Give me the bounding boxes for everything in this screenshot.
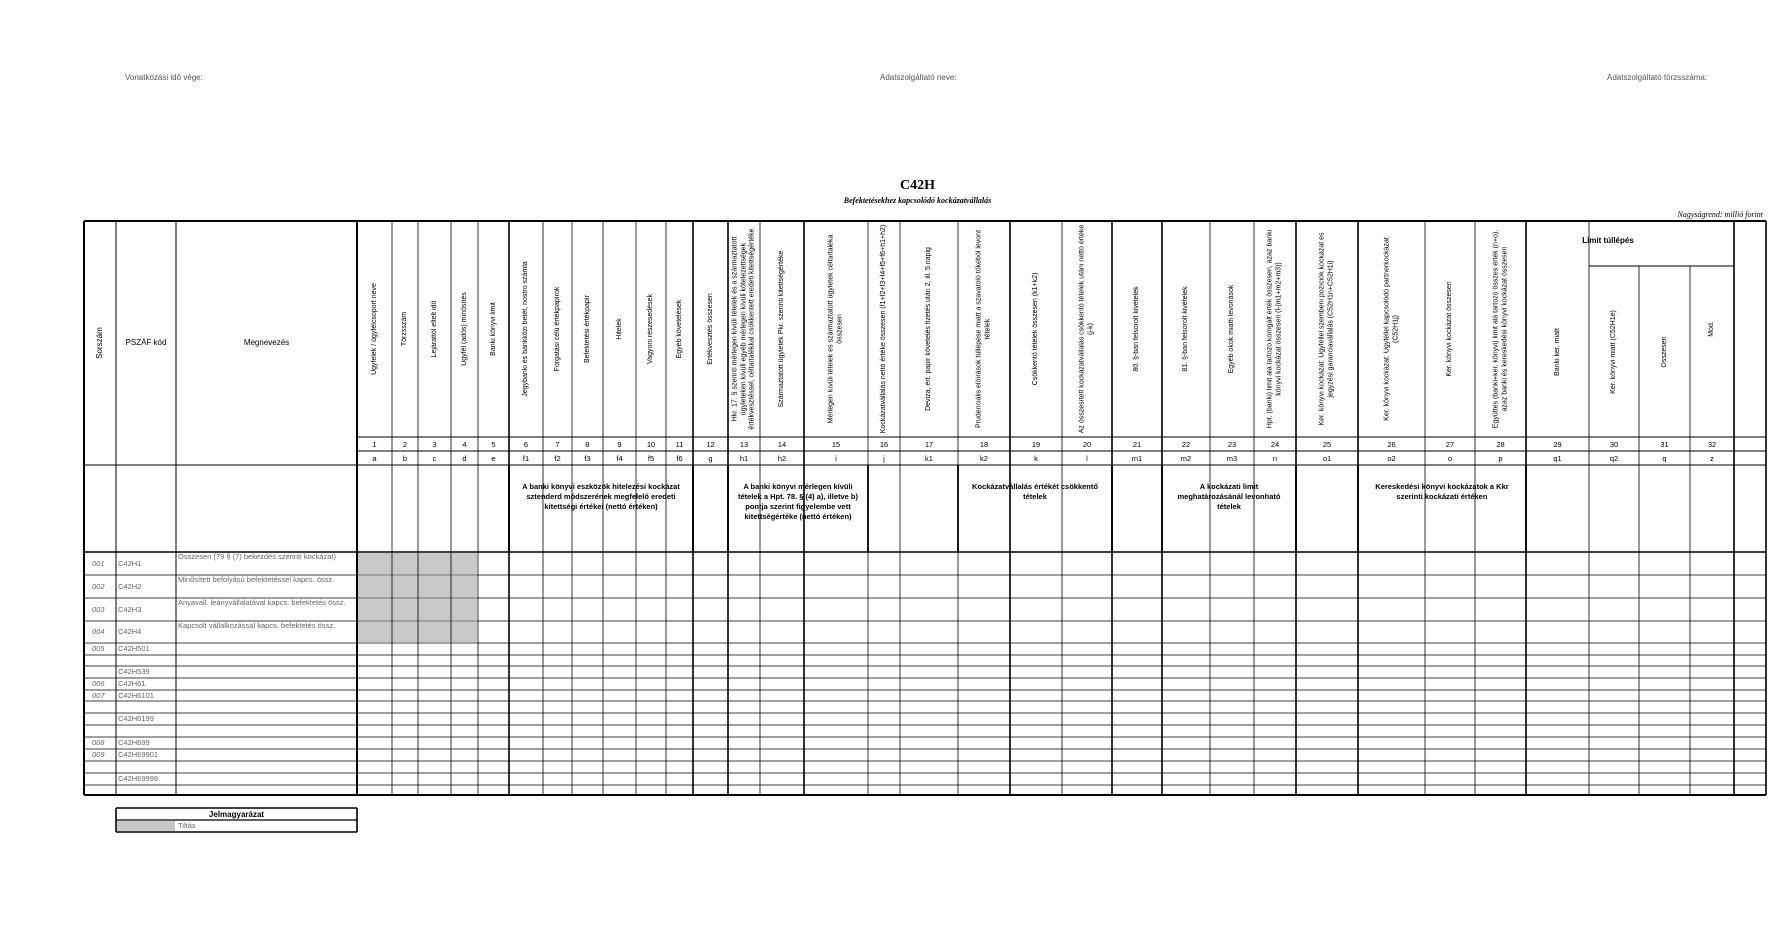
row-name [178, 762, 355, 772]
row-number: 005 [92, 645, 105, 653]
row-number: 004 [92, 628, 105, 636]
column-header: Ügyfelek / ügyfélcsoport neve [370, 283, 378, 375]
column-number: 15 [831, 440, 841, 449]
column-code: o [1447, 454, 1453, 463]
row-code: C42H61 [118, 680, 146, 688]
column-code: q1 [1553, 454, 1562, 463]
column-header: Deviza, ért. papír követelés fizetés után 2, ill. 5 napig [924, 247, 932, 411]
header-pszaf-code: PSZÁF kód [125, 338, 167, 347]
row-code: C42H69901 [118, 751, 159, 759]
column-header: Vagyoni részesedések [646, 294, 654, 364]
column-code: b [402, 454, 408, 463]
row-name [178, 738, 355, 748]
column-header: Hpt. (banki) limit alá tartozó korrigált érték összesen, azaz banki könyvi kockázat összesen (l-(m1+m2+m3)) [1266, 229, 1282, 429]
column-code: n [1272, 454, 1278, 463]
column-header: Hitelek [615, 318, 623, 340]
column-header: 81. §-ban felsorolt kivételek [1181, 286, 1189, 372]
row-number: 006 [92, 680, 105, 688]
row-code: C42H6101 [118, 691, 154, 700]
row-name [178, 726, 355, 736]
row-name [178, 667, 355, 677]
column-header: Prudenciális előírások túllépése miatt a szavatoló tőkéből levont tételek [975, 229, 991, 429]
legend-item: Tiltás [178, 822, 196, 830]
column-header: Származtatott ügyletek Pkr. szerinti kitettségértéke [777, 250, 785, 408]
row-number: 001 [92, 559, 105, 568]
column-header: Egyéb követelések [675, 299, 683, 359]
row-name: Anyavall. leányvállalatával kapcs. befektetés össz. [178, 599, 346, 607]
column-number: 21 [1132, 440, 1142, 449]
column-header: Összesen [1660, 335, 1668, 368]
row-name: Összesen (79 § (7) bekezdés szerinti kockázat) [178, 553, 336, 561]
column-code: i [835, 454, 837, 463]
column-header: Mérlegen kívüli tételek és származtatott ügyletek céltartaléka összesen [827, 234, 843, 424]
row-number: 002 [92, 582, 105, 591]
column-header: Ker. könyvi kockázat összesen [1445, 281, 1453, 377]
row-code: C42H699 [118, 739, 150, 747]
row-code: C42H6199 [118, 715, 154, 723]
row-code: C42H539 [118, 668, 150, 676]
column-code: d [462, 454, 467, 463]
column-number: 6 [523, 440, 529, 449]
column-header: Banki könyvi limit [489, 302, 497, 356]
row-name: Minősített befolyású befektetéssel kapcs. össz. [178, 576, 335, 584]
column-header: Egyéb okok miatti levonások [1227, 284, 1235, 374]
column-header: Törzsszám [400, 311, 408, 347]
column-header: Kockázatvállalás nettó értéke összesen (f1+f2+f3+f4+f5+f6+h1+h2) [879, 224, 887, 434]
disabled-cell [358, 599, 477, 620]
header-provider-name: Adatszolgáltató neve: [880, 73, 957, 82]
column-code: p [1498, 454, 1503, 463]
column-header: Ker. könyvi miatt (C52H1e) [1609, 309, 1617, 394]
column-code: k2 [980, 454, 988, 463]
group-description: A banki könyvi mérlegen kívüli tételek a Hpt. 78. § (4) a), illetve b) pontja szerint figyelembe vett kitettségértéke (nettó értéken) [737, 482, 859, 521]
column-number: 1 [372, 440, 377, 449]
column-header: Befektetési értékpapír [583, 294, 591, 364]
row-name [178, 774, 355, 784]
column-code: j [883, 454, 885, 463]
column-code: m2 [1180, 454, 1192, 463]
row-code: C42H69999 [118, 775, 159, 783]
column-number: 32 [1707, 440, 1717, 449]
column-code: c [432, 454, 437, 463]
column-number: 10 [646, 440, 656, 449]
column-number: 17 [924, 440, 934, 449]
column-number: 11 [675, 440, 684, 449]
column-code: m3 [1226, 454, 1238, 463]
column-number: 31 [1660, 440, 1669, 449]
disabled-cell [358, 576, 477, 597]
row-name [178, 691, 355, 700]
row-name [178, 750, 355, 760]
group-description: A banki könyvi eszközök hitelezési kockázat sztenderd módszerének megfelelő eredeti kitettségi értékei (nettó értéken) [522, 482, 680, 511]
row-name [178, 714, 355, 724]
column-header: Csökkentő tételek összesen (k1+k2) [1031, 272, 1039, 386]
column-header: Mód. [1707, 321, 1715, 337]
column-code: f1 [522, 454, 530, 463]
column-header: Ker. könyvi kockázat: Ügyféllel szembeni pozíciók kockázat és jegyzési garanciavállalás (C52H1n+C52H1i) [1318, 232, 1334, 426]
column-number: 2 [402, 440, 408, 449]
column-number: 30 [1609, 440, 1619, 449]
row-code: C42H3 [118, 605, 142, 614]
column-code: h2 [777, 454, 787, 463]
row-name: Kapcsolt vállalkozással kapcs. befektetés össz. [178, 622, 336, 630]
column-header: Lejárattól eltelt idő [430, 300, 438, 358]
limit-group-header: Limit túllépés [1582, 236, 1634, 245]
column-number: 23 [1227, 440, 1237, 449]
column-number: 3 [432, 440, 437, 449]
column-code: f3 [584, 454, 591, 463]
group-description: Kereskedési könyvi kockázatok a Kkr szerinti kockázati értéken [1375, 482, 1509, 501]
column-number: 9 [617, 440, 622, 449]
legend-swatch [117, 821, 175, 831]
column-code: q [1662, 454, 1667, 463]
header-reference-period: Vonatkozási idő vége: [125, 73, 203, 82]
disabled-cell [358, 553, 477, 574]
column-number: 8 [585, 440, 590, 449]
column-code: e [491, 454, 496, 463]
column-header: Ügyfél (adós) minősítés [460, 292, 468, 366]
column-header: Értékvesztés összesen [706, 293, 714, 365]
column-header: Forgatási célú értékpapírok [553, 286, 561, 372]
group-description: Kockázatvállalás értékét csökkentő tételek [972, 482, 1098, 501]
row-number: 009 [92, 751, 105, 759]
row-number: 003 [92, 605, 105, 614]
column-number: 27 [1445, 440, 1455, 449]
column-code: k [1034, 454, 1038, 463]
row-name [178, 656, 355, 665]
column-number: 16 [879, 440, 889, 449]
legend-title: Jelmagyarázat [208, 810, 265, 819]
row-name [178, 786, 355, 794]
row-number: 008 [92, 739, 105, 747]
column-code: l [1086, 454, 1088, 463]
row-code: C42H1 [118, 559, 142, 568]
column-number: 14 [777, 440, 787, 449]
row-name [178, 644, 355, 654]
column-code: f5 [647, 454, 655, 463]
column-number: 13 [739, 440, 749, 449]
column-code: a [372, 454, 377, 463]
column-number: 7 [555, 440, 560, 449]
column-number: 29 [1553, 440, 1562, 449]
header-provider-id: Adatszolgáltató törzsszáma: [1607, 73, 1708, 82]
column-code: f2 [554, 454, 561, 463]
column-code: m1 [1131, 454, 1143, 463]
column-code: f4 [616, 454, 623, 463]
row-name [178, 679, 355, 689]
column-number: 19 [1031, 440, 1041, 449]
column-number: 26 [1387, 440, 1396, 449]
column-number: 20 [1082, 440, 1092, 449]
column-code: z [1710, 454, 1714, 463]
form-title: C42H [900, 178, 935, 193]
row-code: C42H2 [118, 582, 142, 591]
column-number: 4 [462, 440, 467, 449]
column-code: q2 [1609, 454, 1619, 463]
column-number: 12 [706, 440, 715, 449]
column-code: k1 [925, 454, 933, 463]
column-code: o2 [1387, 454, 1396, 463]
column-code: f6 [676, 454, 683, 463]
row-code: C42H4 [118, 628, 142, 636]
column-header: Együttes (banki+ker. könyvi) limit alá tartozó összes érték (n+o), azaz banki és kereskedési könyvi kockázat összesen [1492, 229, 1508, 429]
column-header: Jegybanki és bankközi betét, nostro számla [521, 261, 529, 397]
header-sorszam: Sorszám [94, 327, 104, 359]
form-subtitle: Befektetésekhez kapcsolódó kockázatvállalás [843, 196, 992, 205]
row-code: C42H501 [118, 645, 150, 653]
column-header: Ker. könyvi kockázat: Ügyféllel kapcsolódó partnerkockázat (C52H1j) [1383, 237, 1399, 421]
header-megnevezes: Megnevezés [243, 338, 290, 347]
column-number: 25 [1322, 440, 1332, 449]
column-header: 80. §-ban felsorolt kivételek [1132, 286, 1140, 372]
column-code: h1 [739, 454, 749, 463]
column-header: Az összesített kockázatvállalás csökkentő tételek utáni nettó értéke (j-k) [1078, 224, 1094, 434]
column-number: 18 [979, 440, 989, 449]
row-number: 007 [92, 691, 105, 700]
group-description: A kockázati limit meghatározásánál levonható tételek [1177, 482, 1281, 511]
unit-note: Nagyságrend: millió forint [1677, 210, 1763, 219]
row-name [178, 702, 355, 712]
column-code: o1 [1322, 454, 1332, 463]
column-header: Banki ker. miatt [1553, 327, 1561, 376]
column-code: g [708, 454, 713, 463]
column-header: Hkr. 17. § szerinti mérlegen kívüli tételek és a származtatott ügyleteken kívüli egyéb mérlegen kívüli kötelezettségek értékvesztéssel, céltartalékkal csökkentett eredeti kitettségértéke [731, 228, 756, 430]
column-number: 22 [1181, 440, 1191, 449]
column-number: 24 [1270, 440, 1280, 449]
column-number: 28 [1496, 440, 1505, 449]
disabled-cell [358, 622, 477, 642]
column-number: 5 [491, 440, 496, 449]
